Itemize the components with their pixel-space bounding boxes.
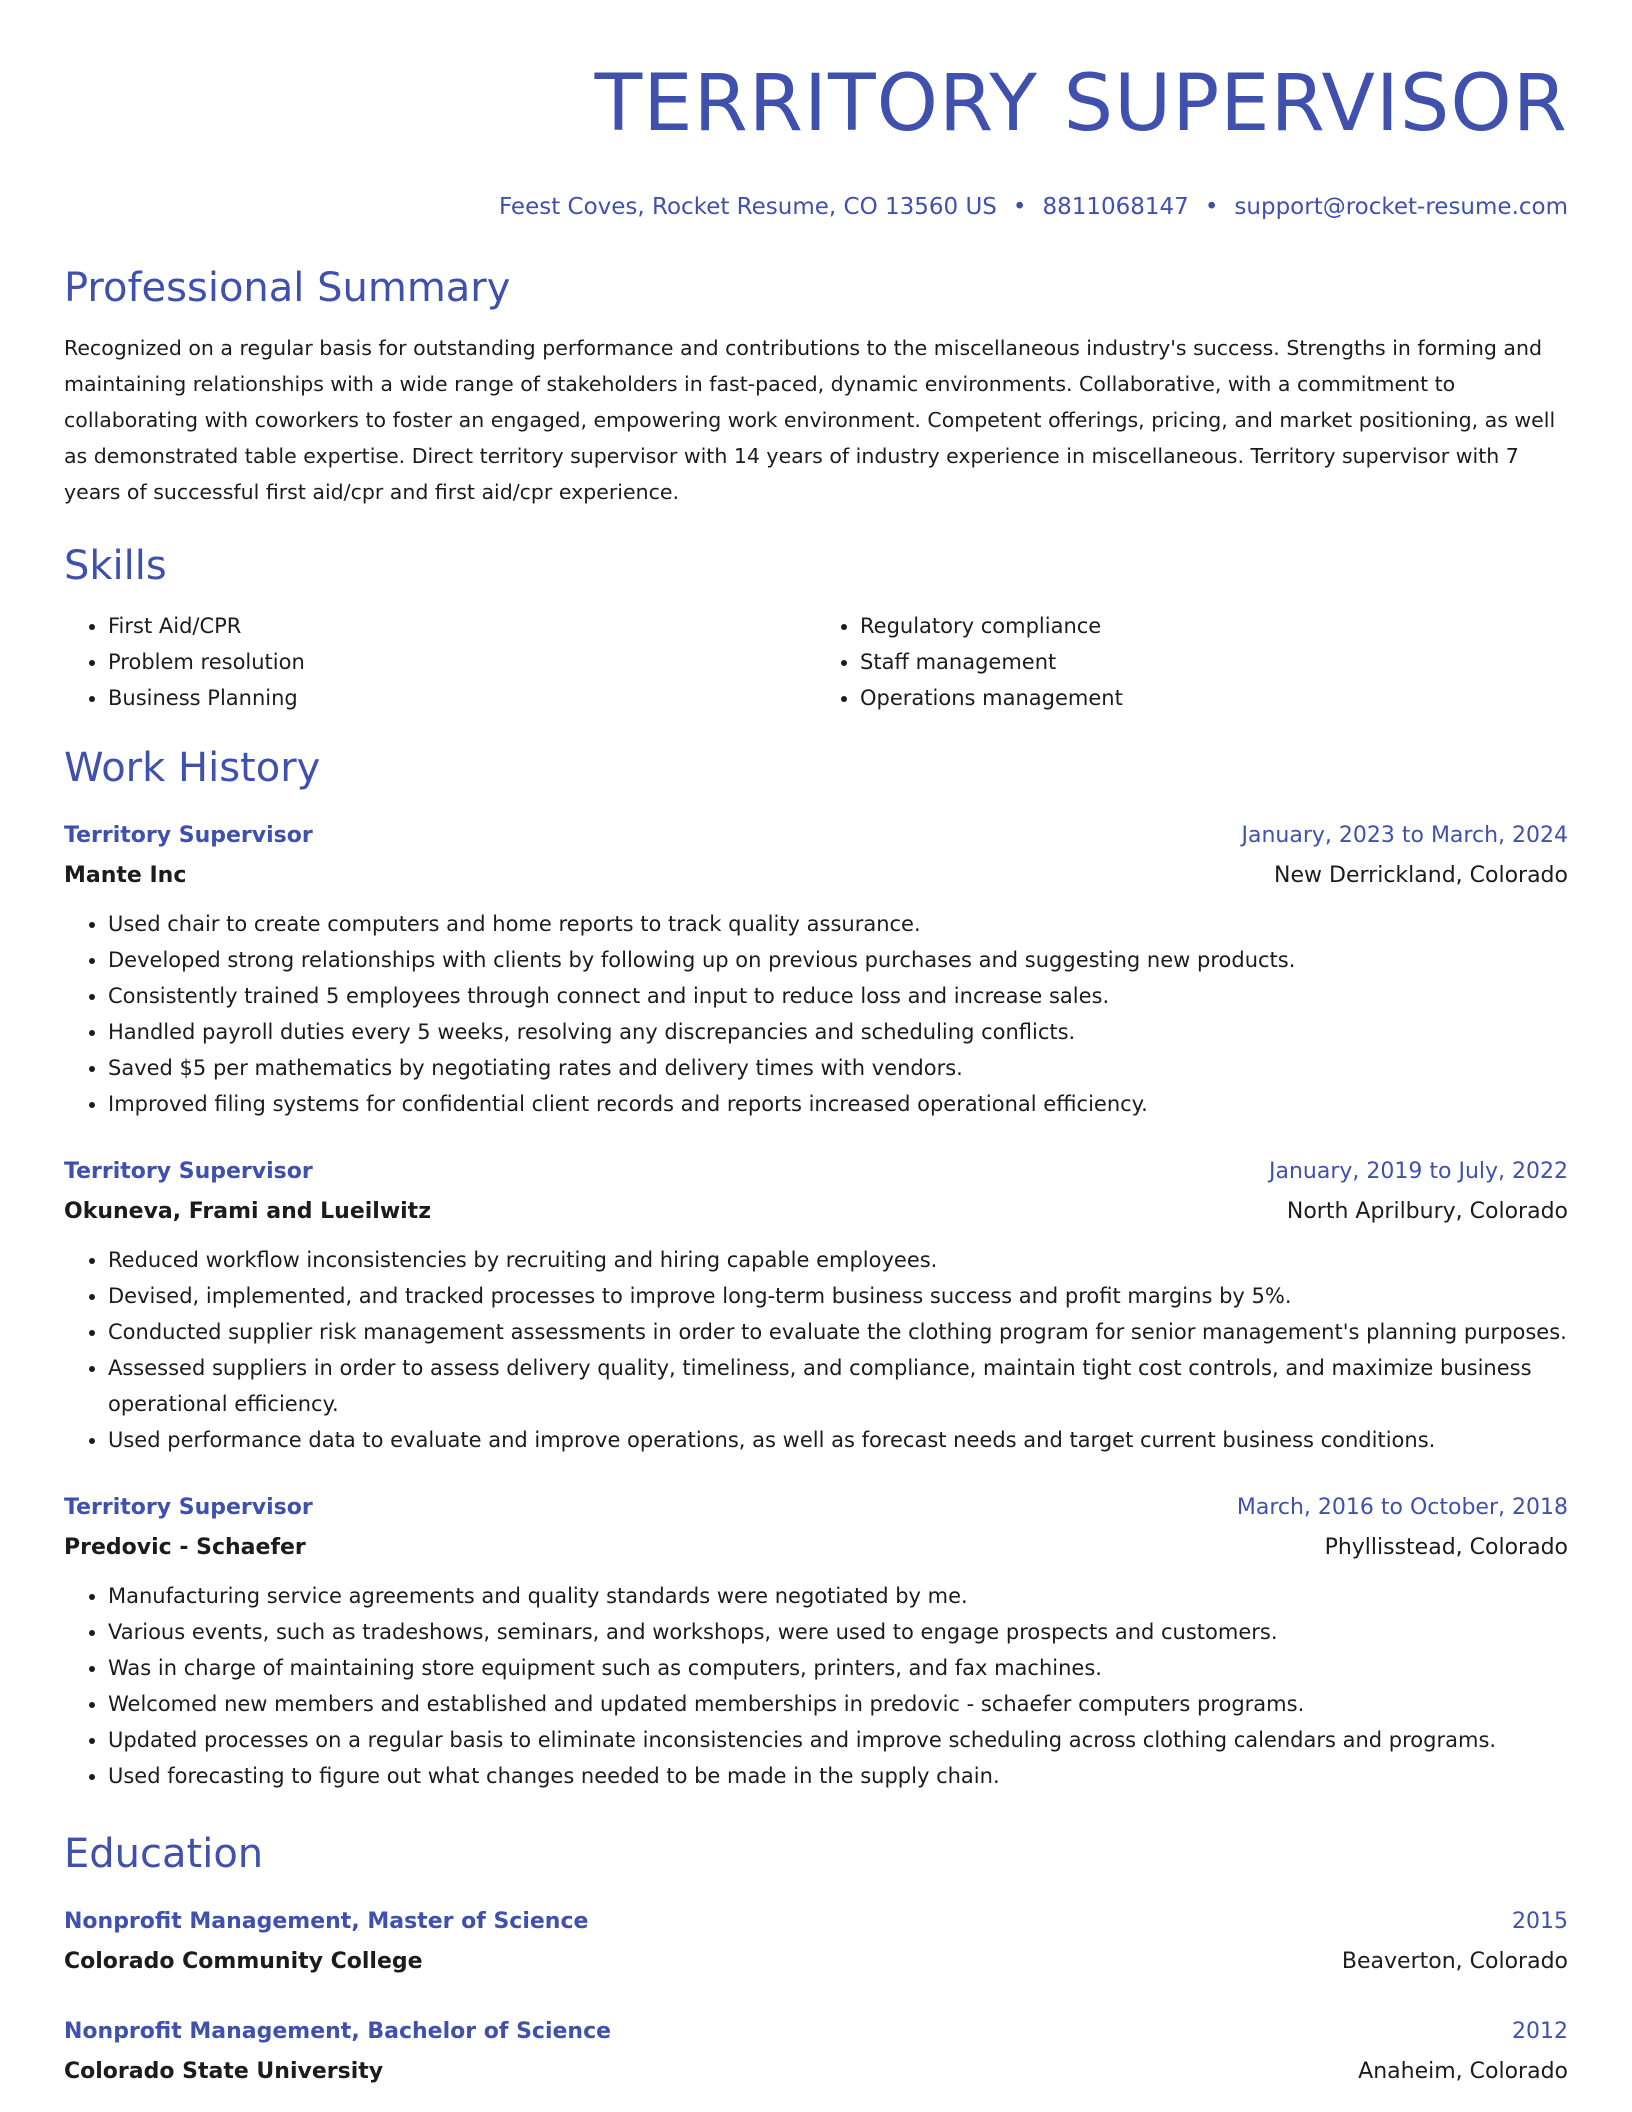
education-school: Colorado Community College [64,1949,423,1974]
job-bullet: • Welcomed new members and established and updated memberships in predovic - schaefer computers programs. [108,1686,1568,1722]
candidate-title: TERRITORY SUPERVISOR [594,59,1568,149]
job-bullets [64,1578,1568,1794]
job-bullet: • Developed strong relationships with clients by following up on previous purchases and suggesting new products. [108,942,1568,978]
job-entry [64,1152,1568,1458]
skill-item: • Problem resolution [108,644,816,680]
job-subheader [64,1192,1568,1232]
summary-text: Recognized on a regular basis for outstanding performance and contributions to the miscellaneous industry's success. Strengths in forming and maintaining relationships with a wide range of stakeholders in fast-paced, dynamic environments. Collaborative, with a commitment to collaborating with coworkers to foster an engaged, empowering work environment. Competent offerings, pricing, and market positioning, as well as demonstrated table expertise. Direct territory supervisor with 14 years of industry experience in miscellaneous. Territory supervisor with 7 years of successful first aid/cpr and first aid/cpr experience. [64,336,1556,504]
job-bullet: • Reduced workflow inconsistencies by recruiting and hiring capable employees. [108,1242,1568,1278]
job-header [64,1152,1568,1192]
job-bullets [64,1242,1568,1458]
job-location: New Derrickland, Colorado [1274,863,1568,888]
work-history-heading: Work History [64,745,321,791]
job-bullet: • Was in charge of maintaining store equipment such as computers, printers, and fax machines. [108,1650,1568,1686]
job-bullet: • Devised, implemented, and tracked processes to improve long-term business success and profit margins by 5%. [108,1278,1568,1314]
skill-item: • Regulatory compliance [860,608,1568,644]
skill-item: • Business Planning [108,680,816,716]
contact-separator: • [1012,194,1027,220]
skills-column-right [816,608,1568,716]
job-bullet: • Used performance data to evaluate and improve operations, as well as forecast needs and target current business conditions. [108,1422,1568,1458]
job-location: North Aprilbury, Colorado [1286,1199,1568,1224]
job-bullet: • Manufacturing service agreements and quality standards were negotiated by me. [108,1578,1568,1614]
skills-list [64,608,1568,716]
education-header [64,2012,1568,2052]
job-role: Territory Supervisor [64,823,313,848]
job-company: Predovic - Schaefer [64,1535,306,1560]
job-bullet: • Updated processes on a regular basis to eliminate inconsistencies and improve scheduling across clothing calendars and programs. [108,1722,1568,1758]
job-bullet: • Consistently trained 5 employees through connect and input to reduce loss and increase sales. [108,978,1568,1014]
education-heading: Education [64,1831,264,1877]
skill-item: • Operations management [860,680,1568,716]
job-bullet: • Used chair to create computers and home reports to track quality assurance. [108,906,1568,942]
skill-item: • First Aid/CPR [108,608,816,644]
education-subheader [64,2052,1568,2092]
job-bullet: • Saved $5 per mathematics by negotiating rates and delivery times with vendors. [108,1050,1568,1086]
contact-address: Feest Coves, Rocket Resume, CO 13560 US [498,194,997,220]
job-bullet: • Handled payroll duties every 5 weeks, resolving any discrepancies and scheduling conflicts. [108,1014,1568,1050]
education-entry [64,1902,1568,1982]
job-bullets [64,906,1568,1122]
education-year: 2012 [1512,2019,1568,2044]
contact-separator: • [1204,194,1219,220]
education-location: Beaverton, Colorado [1341,1949,1568,1974]
education-year: 2015 [1512,1909,1568,1934]
job-bullet: • Used forecasting to figure out what changes needed to be made in the supply chain. [108,1758,1568,1794]
contact-line [64,192,1568,222]
education-degree: Nonprofit Management, Master of Science [64,1909,589,1934]
education-subheader [64,1942,1568,1982]
skills-heading: Skills [64,543,167,589]
job-dates: January, 2019 to July, 2022 [1269,1159,1568,1184]
job-subheader [64,1528,1568,1568]
contact-email: support@rocket-resume.com [1234,194,1568,220]
skills-column-left [64,608,816,716]
job-dates: March, 2016 to October, 2018 [1236,1495,1568,1520]
education-location: Anaheim, Colorado [1358,2059,1568,2084]
job-entry [64,1488,1568,1794]
job-location: Phyllisstead, Colorado [1324,1535,1568,1560]
job-subheader [64,856,1568,896]
job-company: Okuneva, Frami and Lueilwitz [64,1199,432,1224]
job-entry [64,816,1568,1122]
job-bullet: • Improved filing systems for confidential client records and reports increased operational efficiency. [108,1086,1568,1122]
job-bullet: • Various events, such as tradeshows, seminars, and workshops, were used to engage prospects and customers. [108,1614,1568,1650]
job-role: Territory Supervisor [64,1159,313,1184]
education-school: Colorado State University [64,2059,384,2084]
job-bullet: • Conducted supplier risk management assessments in order to evaluate the clothing program for senior management's planning purposes. [108,1314,1568,1350]
summary-heading: Professional Summary [64,265,511,311]
skill-item: • Staff management [860,644,1568,680]
job-dates: January, 2023 to March, 2024 [1241,823,1568,848]
education-degree: Nonprofit Management, Bachelor of Science [64,2019,612,2044]
job-role: Territory Supervisor [64,1495,313,1520]
contact-phone: 8811068147 [1042,194,1189,220]
education-entry [64,2012,1568,2092]
job-company: Mante Inc [64,863,187,888]
education-header [64,1902,1568,1942]
resume-header [64,52,1568,222]
job-header [64,1488,1568,1528]
job-header [64,816,1568,856]
job-bullet: • Assessed suppliers in order to assess delivery quality, timeliness, and compliance, maintain tight cost controls, and maximize business operational efficiency. [108,1350,1568,1422]
